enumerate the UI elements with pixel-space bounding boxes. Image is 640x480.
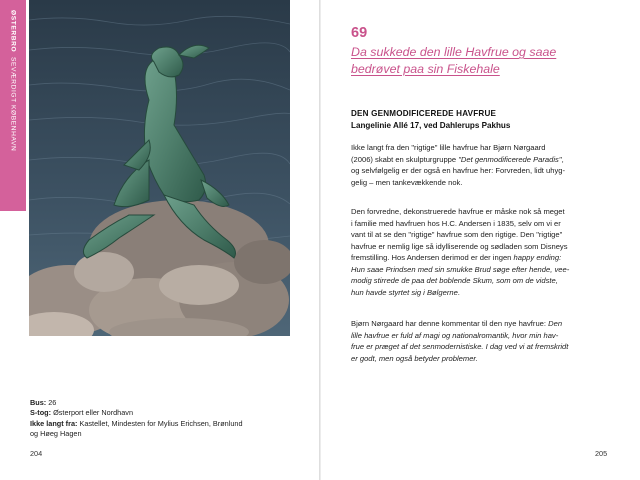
transport-info: [30, 398, 280, 440]
bus-line: Bus: 26: [30, 398, 57, 407]
section-address: Langelinie Allé 17, ved Dahlerups Pakhus: [351, 121, 511, 130]
page-number-right: 205: [595, 449, 608, 458]
section-title: DEN GENMODIFICEREDE HAVFRUE: [351, 109, 497, 118]
section-tab: [0, 0, 26, 211]
mermaid-sculpture-image: [29, 0, 290, 336]
section-tab-label: ØSTERBRO SEVÆRDIGT KØBENHAVN: [9, 10, 17, 152]
paragraph-1: Ikke langt fra den "rigtige" lille havfrue har Bjørn Nørgaard (2006) skabt en skulpturgruppe "Det genmodificerede Paradis", og selvfølgelig er der også en havfrue her: Forvreden, lidt uhyg- gelig – men tankevækkende nok.: [351, 143, 566, 187]
mermaid-photo: [29, 0, 290, 336]
paragraph-2: Den forvredne, dekonstruerede havfrue er måske nok så meget i familie med havfruen hos H.C. Andersen i 1835, selv om vi er vant til at se den "rigtige" havfrue som den rigtige. Den "rigtige" havfrue er nemlig lige så idylliserende og sødladen som Disneys fremstilling. Hos Andersen derimod er der ingen happy ending: Hun saae Prindsen med sin smukke Brud søge efter hende, vee- modig stirrede de paa det boblende Skum, som om de vidste, hun havde styrtet sig i Bølgerne.: [351, 207, 570, 297]
stog-line: S-tog: Østerport eller Nordhavn: [30, 408, 134, 418]
nearby-line-2: og Høeg Hagen: [30, 429, 82, 439]
chapter-number: 69: [351, 25, 368, 41]
left-page: [0, 0, 319, 480]
paragraph-3: Bjørn Nørgaard har denne kommentar til den nye havfrue: Den lille havfrue er fuld af magi og nationalromantik, hvor min hav- frue er præget af det senmodernistiske. I dag ved vi at fremskridt er godt, men også betyder problemer.: [351, 319, 569, 363]
chapter-title: Da sukkede den lille Havfrue og saae bedrøvet paa sin Fiskehale: [351, 45, 557, 76]
page-number-left: 204: [30, 449, 43, 458]
nearby-line: Ikke langt fra: Kastellet, Mindesten for Mylius Erichsen, Brønlund: [30, 418, 243, 428]
